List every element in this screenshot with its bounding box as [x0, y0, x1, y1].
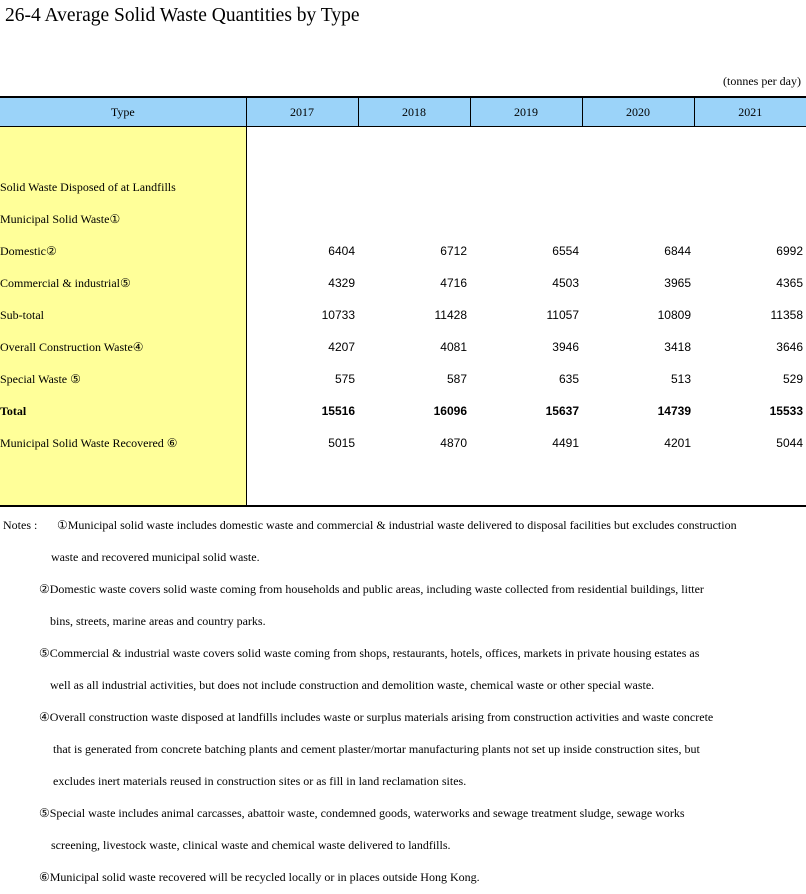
value-cell: 15533: [769, 404, 803, 418]
table-row: [0, 203, 806, 235]
value-cell: 11057: [546, 308, 579, 322]
value-cell: [582, 203, 694, 235]
value-cell: 3646: [776, 340, 803, 354]
value-cell: 4870: [440, 436, 467, 450]
table-row: [0, 171, 806, 203]
row-label: Sub-total: [0, 299, 246, 331]
note-line: ⑥Municipal solid waste recovered will be recycled locally or in places outside Hong Kong.: [39, 870, 480, 884]
value-cell: 5044: [776, 436, 803, 450]
header-year: 2019: [470, 97, 582, 127]
value-cell: 635: [558, 372, 579, 386]
value-cell: 10809: [657, 308, 691, 322]
row-label: Total: [0, 395, 246, 427]
table-row: [0, 267, 806, 299]
value-cell: 5015: [328, 436, 355, 450]
header-year: 2018: [358, 97, 470, 127]
table-row: [0, 331, 806, 363]
value-cell: [246, 171, 358, 203]
note-line: screening, livestock waste, clinical waste and chemical waste delivered to landfills.: [51, 838, 451, 852]
value-cell: 587: [446, 372, 467, 386]
total-row: [0, 395, 806, 427]
value-cell: 529: [782, 372, 803, 386]
value-cell: 575: [334, 372, 355, 386]
row-label: Commercial & industrial⑤: [0, 267, 246, 299]
note-1: [3, 509, 737, 573]
label-cell: [0, 459, 246, 506]
value-cell: 4503: [552, 276, 579, 290]
value-cell: 4201: [664, 436, 691, 450]
value-cell: 3965: [664, 276, 691, 290]
table-row: [0, 299, 806, 331]
unit-note: (tonnes per day): [723, 74, 801, 88]
table-row: [0, 427, 806, 459]
value-cell: 3418: [664, 340, 691, 354]
note-line: ②Domestic waste covers solid waste coming from households and public areas, including waste collected from residential buildings, litter: [39, 582, 704, 596]
value-cell: [694, 203, 806, 235]
row-label: Overall Construction Waste④: [0, 331, 246, 363]
label-cell: [0, 127, 246, 172]
note-line: ⑤Commercial & industrial waste covers solid waste coming from shops, restaurants, hotels, offices, markets in private housing estates as: [39, 646, 700, 660]
value-cell: 15516: [321, 404, 355, 418]
header-year: 2017: [246, 97, 358, 127]
note-line: that is generated from concrete batching plants and cement plaster/mortar manufacturing plants not set up inside construction sites, but: [53, 742, 700, 756]
value-cell: [470, 203, 582, 235]
header-row: [0, 97, 806, 127]
value-cell: [246, 203, 358, 235]
header-year: 2021: [694, 97, 806, 127]
header-type: Type: [0, 97, 246, 127]
value-cell: 6554: [552, 244, 579, 258]
page-title: 26-4 Average Solid Waste Quantities by Type: [5, 5, 360, 26]
value-cell: 11358: [770, 308, 803, 322]
table-row: [0, 235, 806, 267]
value-cell: [582, 171, 694, 203]
value-cell: 14739: [657, 404, 691, 418]
value-cell: 6844: [664, 244, 691, 258]
value-cell: [358, 171, 470, 203]
value-cell: [694, 171, 806, 203]
value-cell: 15637: [545, 404, 579, 418]
table-row: [0, 363, 806, 395]
note-line: well as all industrial activities, but does not include construction and demolition waste, chemical waste or other special waste.: [50, 678, 655, 692]
row-label: Municipal Solid Waste Recovered ⑥: [0, 427, 246, 459]
value-cell: 10733: [321, 308, 355, 322]
note-line: ①Municipal solid waste includes domestic waste and commercial & industrial waste delivered to disposal facilities but excludes construction: [57, 518, 737, 532]
note-4: [3, 701, 737, 797]
note-line: ⑤Special waste includes animal carcasses, abattoir waste, condemned goods, waterworks and sewage treatment sludge, sewage works: [39, 806, 685, 820]
value-cell: 6404: [328, 244, 355, 258]
note-2: [3, 573, 737, 637]
value-cell: 3946: [552, 340, 579, 354]
solid-waste-table: [0, 96, 806, 507]
spacer-row: [0, 459, 806, 506]
notes-prefix: Notes :: [3, 518, 38, 532]
note-line: excludes inert materials reused in construction sites or as fill in land reclamation sites.: [53, 774, 467, 788]
value-cell: 4207: [328, 340, 355, 354]
header-year: 2020: [582, 97, 694, 127]
value-cell: 6992: [776, 244, 803, 258]
note-3: [3, 637, 737, 701]
value-cell: 513: [670, 372, 691, 386]
value-cell: 4081: [440, 340, 467, 354]
note-line: ④Overall construction waste disposed at landfills includes waste or surplus materials arising from construction activities and waste concrete: [39, 710, 714, 724]
spacer-row: [0, 127, 806, 172]
row-label: Special Waste ⑤: [0, 363, 246, 395]
value-cell: 11428: [434, 308, 467, 322]
row-label: Solid Waste Disposed of at Landfills: [0, 171, 246, 203]
notes-section: [3, 509, 737, 893]
note-line: bins, streets, marine areas and country parks.: [50, 614, 266, 628]
note-5: [3, 797, 737, 861]
note-line: waste and recovered municipal solid waste.: [51, 550, 260, 564]
value-cell: 4365: [776, 276, 803, 290]
value-cell: [358, 203, 470, 235]
value-cell: 16096: [433, 404, 467, 418]
value-cell: 4716: [440, 276, 467, 290]
value-cell: [470, 171, 582, 203]
value-cell: 6712: [440, 244, 467, 258]
note-6: [3, 861, 737, 893]
row-label: Domestic②: [0, 235, 246, 267]
value-cell: 4491: [552, 436, 579, 450]
value-cell: 4329: [328, 276, 355, 290]
row-label: Municipal Solid Waste①: [0, 203, 246, 235]
